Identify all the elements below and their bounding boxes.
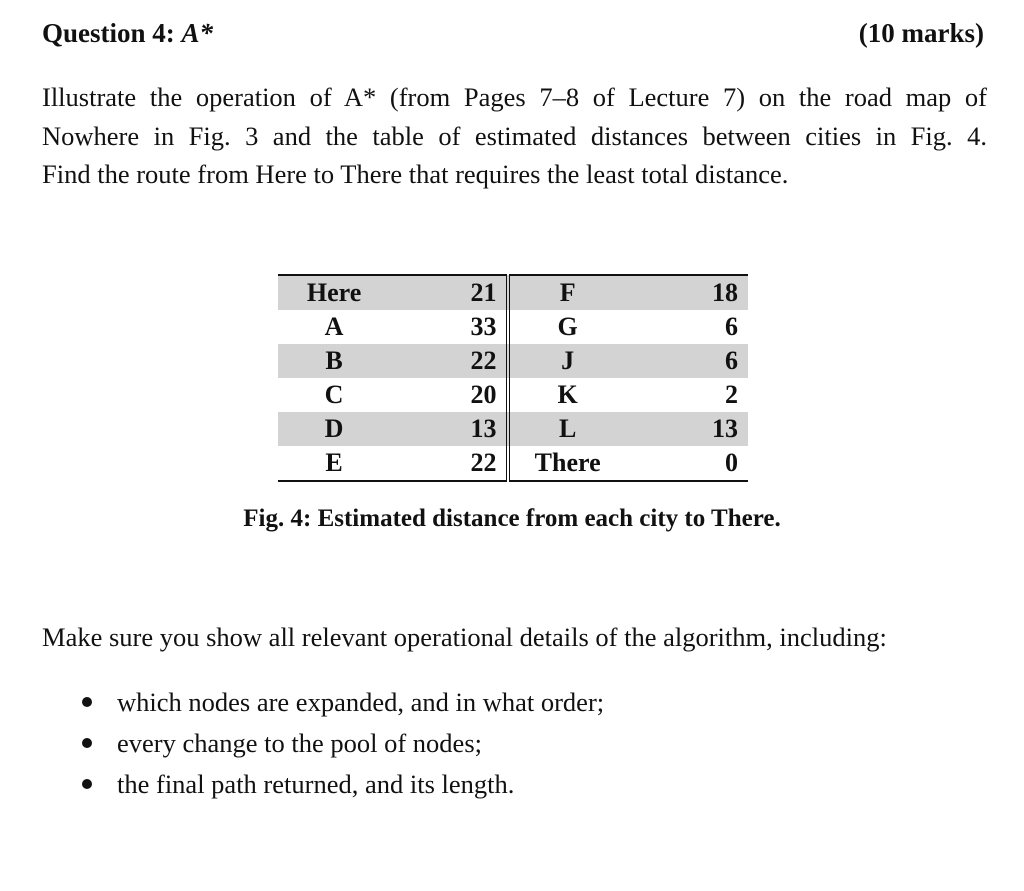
city-cell: C [324,380,344,409]
intro-line: Illustrate the operation of A* (from Pages 7–8 of Lecture 7) on the road map of [42,82,987,112]
city-cell: K [557,380,578,409]
question-title-algo: A* [181,18,214,48]
distance-cell: 20 [390,378,508,412]
city-cell: F [508,275,624,310]
intro-line: Nowhere in Fig. 3 and the table of estimated distances between cities in Fig. 4. [42,120,987,151]
table-row [278,310,748,344]
distance-cell: 22 [390,344,508,378]
distance-cell: 33 [390,310,508,344]
question-header [42,18,984,58]
distance-cell: 18 [625,275,748,310]
list-item [80,682,604,723]
table-row [278,344,748,378]
table-row [278,412,748,446]
city-cell: J [508,344,624,378]
question-title [42,18,213,49]
distance-cell: 6 [625,344,748,378]
instructions-lead: Make sure you show all relevant operational details of the algorithm, including: [42,622,887,652]
table-row [278,446,748,481]
distance-cell: 22 [390,446,508,481]
city-cell: E [325,448,343,477]
city-cell: D [278,412,390,446]
table-row [278,378,748,412]
question-title-prefix: Question 4: [42,18,182,48]
list-item [80,723,604,764]
bullet-icon [82,779,92,789]
table-row [278,275,748,310]
distance-cell: 13 [390,412,508,446]
city-cell: There [534,448,601,477]
city-cell: L [508,412,624,446]
distance-cell: 0 [725,448,738,477]
city-cell: G [557,312,578,341]
list-item-text: which nodes are expanded, and in what order; [117,687,605,717]
figure-caption: Fig. 4: Estimated distance from each city to There. [243,505,781,532]
city-cell: A [324,312,344,341]
distance-cell: 2 [725,380,738,409]
list-item-text: the final path returned, and its length. [117,769,515,799]
distance-cell: 21 [390,275,508,310]
instructions-list [80,682,604,805]
bullet-icon [82,738,92,748]
distance-cell: 6 [725,312,738,341]
list-item-text: every change to the pool of nodes; [117,728,482,758]
city-cell: B [278,344,390,378]
list-item [80,764,604,805]
question-intro [42,78,987,194]
city-cell: Here [278,275,390,310]
question-marks: (10 marks) [858,18,984,48]
intro-line: Find the route from Here to There that requires the least total distance. [42,159,789,189]
bullet-icon [82,697,92,707]
estimated-distance-table [278,274,748,482]
distance-cell: 13 [625,412,748,446]
